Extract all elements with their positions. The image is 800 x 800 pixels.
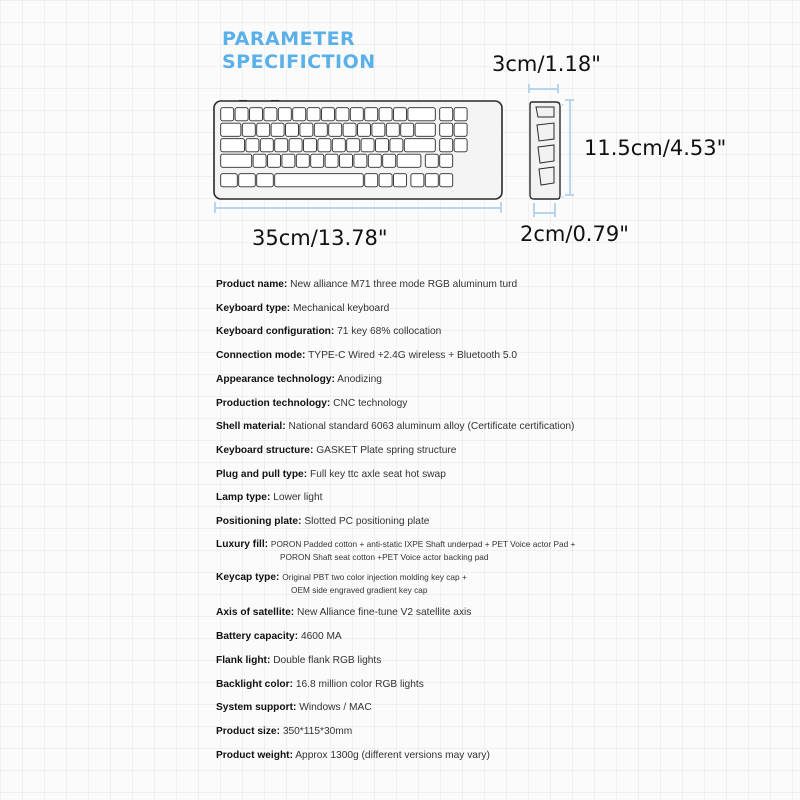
keycap bbox=[350, 108, 363, 121]
keyboard-top-view bbox=[213, 100, 503, 200]
keycap bbox=[260, 139, 273, 152]
keycap bbox=[394, 174, 407, 187]
spec-row-keyboard-configuration bbox=[216, 325, 636, 338]
keycap bbox=[253, 154, 266, 167]
spec-label: Keyboard structure: bbox=[216, 445, 314, 456]
keycap bbox=[440, 108, 453, 121]
keycap bbox=[343, 123, 356, 136]
height-top-tick-left bbox=[528, 84, 530, 93]
spec-value: 71 key 68% collocation bbox=[337, 326, 442, 337]
keycap bbox=[296, 154, 309, 167]
spec-value: Original PBT two color injection molding key cap + bbox=[282, 572, 467, 582]
keycap bbox=[314, 123, 327, 136]
spec-value: National standard 6063 aluminum alloy (Certificate certification) bbox=[288, 421, 575, 432]
keycap bbox=[365, 108, 378, 121]
keycap bbox=[397, 154, 421, 167]
spec-row-positioning-plate bbox=[216, 515, 636, 528]
spec-row-product-name bbox=[216, 278, 636, 291]
keycap bbox=[221, 139, 245, 152]
keycap bbox=[404, 139, 435, 152]
spec-value: Mechanical keyboard bbox=[293, 303, 390, 314]
spec-row-production-technology bbox=[216, 397, 636, 410]
keycap bbox=[440, 174, 453, 187]
keycap bbox=[300, 123, 313, 136]
keycap bbox=[454, 139, 467, 152]
keycap bbox=[440, 154, 453, 167]
keycap bbox=[347, 139, 360, 152]
keyboard-side-view bbox=[526, 99, 566, 203]
keycap bbox=[401, 123, 414, 136]
keycap bbox=[257, 123, 270, 136]
spec-row-axis-of-satellite bbox=[216, 606, 636, 619]
keycap bbox=[368, 154, 381, 167]
spec-value: 350*115*30mm bbox=[282, 726, 353, 737]
dimension-height-top: 3cm/1.18" bbox=[492, 52, 601, 76]
spec-label: Shell material: bbox=[216, 421, 286, 432]
keycap bbox=[415, 123, 435, 136]
keycap bbox=[332, 139, 345, 152]
depth-dimension-tick-bottom bbox=[565, 194, 574, 196]
spec-value: 4600 MA bbox=[300, 631, 342, 642]
spec-row-product-weight bbox=[216, 749, 636, 762]
keycap bbox=[325, 154, 338, 167]
length-dimension-tick-left bbox=[214, 202, 216, 213]
spec-row-connection-mode bbox=[216, 349, 636, 362]
spec-value: Full key ttc axle seat hot swap bbox=[309, 469, 446, 480]
spec-label: Flank light: bbox=[216, 655, 271, 666]
keycap bbox=[383, 154, 396, 167]
keycap bbox=[235, 108, 248, 121]
spec-row-keyboard-type bbox=[216, 302, 636, 315]
spec-value: TYPE-C Wired +2.4G wireless + Bluetooth 5.0 bbox=[308, 350, 518, 361]
keycap bbox=[322, 108, 335, 121]
spec-row-system-support bbox=[216, 701, 636, 714]
keycap bbox=[336, 108, 349, 121]
spec-row-backlight-color bbox=[216, 678, 636, 691]
spec-label: Product name: bbox=[216, 279, 288, 290]
dimension-length: 35cm/13.78" bbox=[252, 226, 388, 250]
keycap bbox=[293, 108, 306, 121]
spec-label: Axis of satellite: bbox=[216, 607, 295, 618]
spec-row-product-size bbox=[216, 725, 636, 738]
height-bottom-tick-left bbox=[533, 203, 535, 217]
spec-value: Anodizing bbox=[337, 374, 382, 385]
spec-row-luxury-fill bbox=[216, 538, 636, 564]
spec-value: Slotted PC positioning plate bbox=[304, 516, 430, 527]
spec-value: New Alliance fine-tune V2 satellite axis bbox=[296, 607, 472, 618]
height-bottom-dimension-line bbox=[533, 212, 555, 214]
height-top-tick-right bbox=[557, 84, 559, 93]
keycap bbox=[454, 123, 467, 136]
spec-label: Product weight: bbox=[216, 750, 293, 761]
spec-value: Windows / MAC bbox=[299, 702, 372, 713]
spec-label: Keyboard configuration: bbox=[216, 326, 335, 337]
spec-row-appearance-technology bbox=[216, 373, 636, 386]
keycap bbox=[278, 108, 291, 121]
title-line-1: PARAMETER bbox=[222, 28, 356, 50]
keycap bbox=[454, 108, 467, 121]
length-dimension-line bbox=[214, 207, 501, 209]
spec-value-continued: OEM side engraved gradient key cap bbox=[291, 585, 428, 595]
spec-value: GASKET Plate spring structure bbox=[316, 445, 457, 456]
keycap bbox=[358, 123, 371, 136]
spec-label: Plug and pull type: bbox=[216, 469, 308, 480]
keycap bbox=[257, 174, 274, 187]
spec-label: Keycap type: bbox=[216, 572, 280, 583]
spec-row-lamp-type bbox=[216, 491, 636, 504]
page-title bbox=[222, 28, 376, 74]
keycap bbox=[365, 174, 378, 187]
keycap bbox=[246, 139, 259, 152]
keycap bbox=[221, 108, 234, 121]
keycap bbox=[394, 108, 407, 121]
keycap bbox=[275, 174, 364, 187]
keycap bbox=[318, 139, 331, 152]
dimension-height-bottom: 2cm/0.79" bbox=[520, 222, 629, 246]
keycap bbox=[307, 108, 320, 121]
spec-value: New alliance M71 three mode RGB aluminum turd bbox=[290, 279, 518, 290]
spec-label: Luxury fill: bbox=[216, 539, 269, 550]
spec-row-keycap-type bbox=[216, 571, 636, 597]
spec-label: Production technology: bbox=[216, 398, 331, 409]
spec-label: Lamp type: bbox=[216, 492, 271, 503]
keycap bbox=[440, 123, 453, 136]
keycap bbox=[304, 139, 317, 152]
spec-value: CNC technology bbox=[333, 398, 408, 409]
spec-value: Approx 1300g (different versions may vary) bbox=[295, 750, 490, 761]
keycap bbox=[275, 139, 288, 152]
keycap bbox=[264, 108, 277, 121]
spec-label: Keyboard type: bbox=[216, 303, 291, 314]
keycap bbox=[354, 154, 367, 167]
keycap bbox=[340, 154, 353, 167]
keycap bbox=[361, 139, 374, 152]
keycap bbox=[372, 123, 385, 136]
spec-label: Connection mode: bbox=[216, 350, 306, 361]
spec-label: Backlight color: bbox=[216, 679, 293, 690]
spec-value: PORON Padded cotton + anti-static IXPE Shaft underpad + PET Voice actor Pad + bbox=[270, 539, 576, 549]
spec-row-shell-material bbox=[216, 420, 636, 433]
keycap bbox=[390, 139, 403, 152]
spec-row-keyboard-structure bbox=[216, 444, 636, 457]
keycap bbox=[376, 139, 389, 152]
keycap bbox=[221, 174, 238, 187]
keyboard-keys bbox=[221, 108, 467, 187]
title-line-2: SPECIFICTION bbox=[222, 51, 376, 73]
keycap bbox=[221, 123, 241, 136]
spec-label: Positioning plate: bbox=[216, 516, 302, 527]
length-dimension-tick-right bbox=[500, 202, 502, 213]
keycap bbox=[379, 108, 392, 121]
keycap bbox=[311, 154, 324, 167]
keycap bbox=[271, 123, 284, 136]
spec-label: Battery capacity: bbox=[216, 631, 299, 642]
keycap bbox=[221, 154, 252, 167]
keycap bbox=[239, 174, 256, 187]
keycap bbox=[268, 154, 281, 167]
keycap bbox=[286, 123, 299, 136]
spec-label: Appearance technology: bbox=[216, 374, 335, 385]
spec-label: System support: bbox=[216, 702, 297, 713]
dimension-depth: 11.5cm/4.53" bbox=[584, 136, 727, 160]
depth-dimension-tick-top bbox=[565, 99, 574, 101]
keycap bbox=[408, 108, 435, 121]
keycap bbox=[411, 174, 424, 187]
height-bottom-tick-right bbox=[554, 203, 556, 217]
keycap bbox=[440, 139, 453, 152]
keycap bbox=[425, 154, 438, 167]
depth-dimension-line bbox=[569, 99, 571, 195]
spec-value-continued: PORON Shaft seat cotton +PET Voice actor backing pad bbox=[280, 552, 489, 562]
keycap bbox=[329, 123, 342, 136]
spec-label: Product size: bbox=[216, 726, 280, 737]
keycap bbox=[250, 108, 263, 121]
spec-row-battery-capacity bbox=[216, 630, 636, 643]
keycap bbox=[282, 154, 295, 167]
spec-row-plug-and-pull-type bbox=[216, 468, 636, 481]
keycap bbox=[289, 139, 302, 152]
spec-row-flank-light bbox=[216, 654, 636, 667]
spec-value: Lower light bbox=[273, 492, 323, 503]
keycap bbox=[386, 123, 399, 136]
spec-value: 16.8 million color RGB lights bbox=[295, 679, 424, 690]
keycap bbox=[242, 123, 255, 136]
spec-value: Double flank RGB lights bbox=[273, 655, 382, 666]
keycap bbox=[379, 174, 392, 187]
keycap bbox=[425, 174, 438, 187]
height-top-dimension-line bbox=[528, 88, 558, 90]
